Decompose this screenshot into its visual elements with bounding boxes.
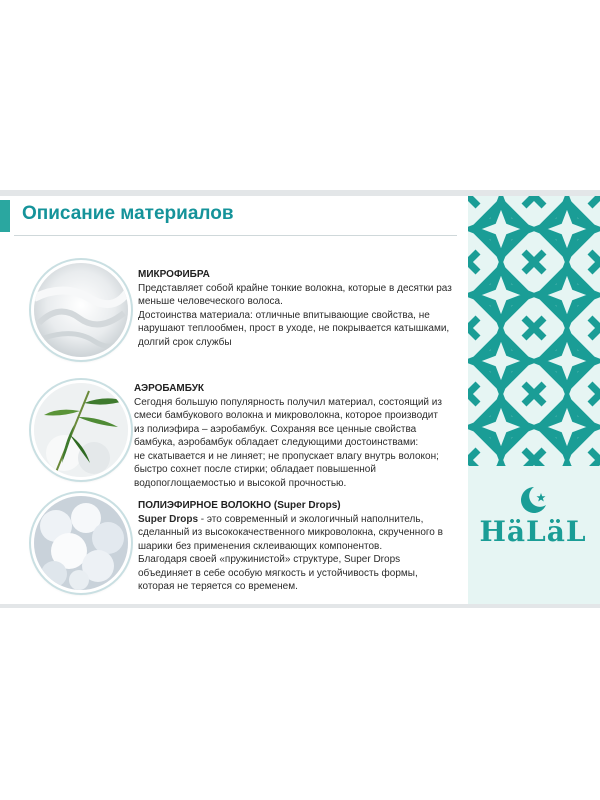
- section-microfiber: [138, 268, 452, 349]
- intro-text: - это современный и экологичный наполнитель,: [198, 513, 424, 525]
- section-text-line: Сегодня большую популярность получил материал, состоящий из: [134, 396, 442, 408]
- bamboo-image: [31, 380, 131, 480]
- islamic-pattern: [468, 196, 600, 466]
- crescent-star-icon: [518, 485, 550, 515]
- brand-logo-text: HӓLӓL: [479, 515, 587, 548]
- title-accent-bar: [0, 200, 10, 232]
- brand-logo: [478, 485, 588, 560]
- section-polyester: [138, 499, 443, 594]
- section-text-line: нарушают теплообмен, прост в уходе, не покрывается катышками,: [138, 323, 450, 334]
- section-text-line: Благодаря своей «пружинистой» структуре, Super Drops: [138, 554, 401, 565]
- section-text-line: бамбука, аэробамбук обладает следующими достоинствами:: [134, 437, 419, 448]
- section-text-line: шарики без применения склеивающих компонентов.: [138, 540, 383, 552]
- section-text-line: Достоинства материала: отличные впитывающие свойства, не: [138, 309, 430, 321]
- section-intro-line: [138, 513, 443, 527]
- bottom-divider: [0, 604, 600, 608]
- section-text-line: из полиэфира – аэробамбук. Сохраняя все ценные свойства: [134, 423, 417, 435]
- section-text-line: Представляет собой крайне тонкие волокна, которые в десятки раз: [138, 282, 452, 294]
- page-title: Описание материалов: [22, 203, 234, 224]
- section-text-line: меньше человеческого волоса.: [138, 296, 283, 307]
- section-text-line: которая не теряется со временем.: [138, 581, 298, 592]
- polyester-image: [31, 493, 131, 593]
- section-text-line: объединяет в себе особую мягкость и устойчивость формы,: [138, 567, 418, 579]
- title-underline: [14, 235, 457, 236]
- section-text-line: смеси бамбукового волокна и микроволокна, которое производит: [134, 410, 438, 421]
- microfiber-image: [31, 260, 131, 360]
- section-heading: ПОЛИЭФИРНОЕ ВОЛОКНО (Super Drops): [138, 500, 341, 511]
- section-heading: АЭРОБАМБУК: [134, 383, 205, 394]
- section-text-line: долгий срок службы: [138, 336, 232, 348]
- section-text-line: быстро сохнет после стирки; обладает повышенной: [134, 464, 376, 475]
- section-heading: МИКРОФИБРА: [138, 269, 210, 280]
- section-text-line: не скатывается и не линяет; не пропускает влагу внутрь волокон;: [134, 450, 439, 462]
- section-text-line: водопоглощаемостью и высокой прочностью.: [134, 477, 347, 489]
- product-name: Super Drops: [138, 513, 199, 525]
- section-aerobamboo: [134, 382, 442, 490]
- section-text-line: сделанный из высококачественного микроволокна, скрученного в: [138, 527, 443, 538]
